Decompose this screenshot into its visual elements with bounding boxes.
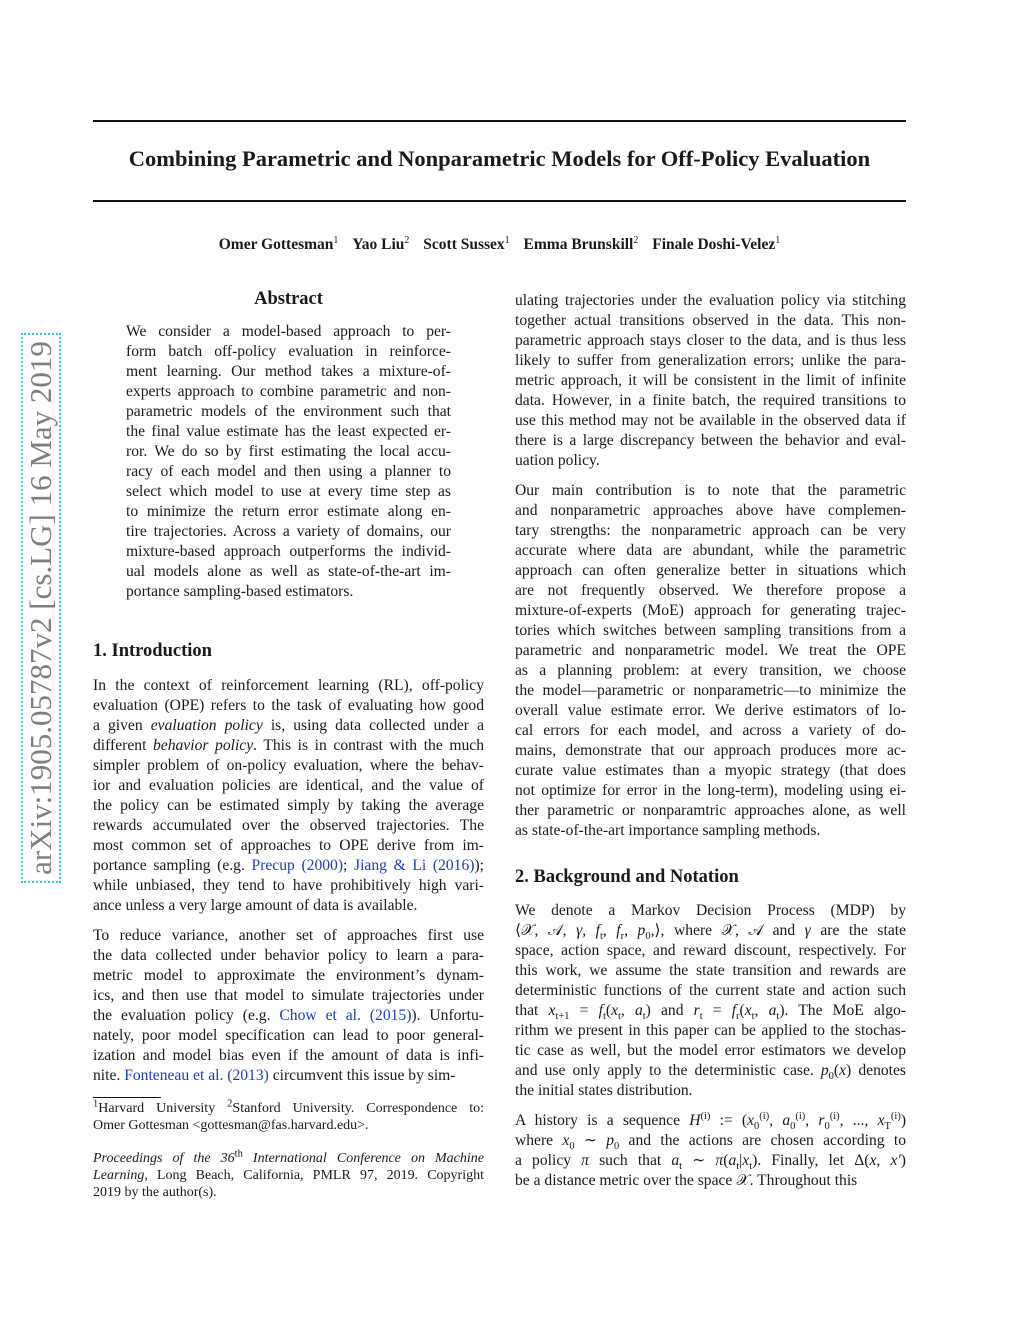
text-segment: x — [562, 1132, 570, 1149]
author-affiliation: 1 — [333, 234, 339, 246]
text-line: simpler problem of on-policy evaluation, where the behav- — [93, 757, 484, 774]
text-segment: γ, f — [576, 922, 600, 939]
text-segment: t — [617, 1011, 621, 1023]
text-line: together actual transitions observed in the data. This non- — [515, 312, 906, 329]
text-line: 2019 by the author(s). — [93, 1185, 217, 1200]
text-line: tary strengths: the nonparametric approach can be very — [515, 522, 906, 539]
text-line: data. However, in a finite batch, the required transitions to — [515, 392, 906, 409]
text-line: the initial states distribution. — [515, 1082, 693, 1099]
text-line — [93, 1066, 484, 1086]
text-segment: that — [515, 1002, 549, 1019]
author — [524, 236, 639, 253]
author-list — [93, 236, 906, 254]
text-segment: 0 — [569, 1141, 575, 1153]
text-segment: evaluation policy — [150, 717, 263, 734]
text-line: select which model to use at every time step as — [126, 483, 451, 500]
text-line: rithm we present in this paper can be applied to the stochas- — [515, 1022, 906, 1039]
text-line: space, action space, and reward discount, respectively. For — [515, 942, 906, 959]
author-name: Finale Doshi-Velez — [652, 236, 776, 253]
text-line: rewards accumulated over the observed trajectories. The — [93, 817, 484, 834]
title-rule-top — [93, 120, 906, 122]
citation-link[interactable]: Jiang & Li (2016) — [354, 857, 475, 874]
text-line — [93, 1150, 484, 1167]
text-line — [93, 716, 484, 736]
text-segment: a — [782, 1112, 791, 1129]
text-segment: is, using data collected under a — [262, 717, 484, 734]
text-segment: x, x′ — [869, 1152, 901, 1169]
text-line: use this method may not be available in the observed data if — [515, 412, 906, 429]
text-segment: t — [776, 1011, 780, 1023]
text-segment: different — [93, 737, 153, 754]
author — [352, 236, 409, 253]
text-segment: a — [768, 1002, 777, 1019]
paragraph — [515, 1111, 906, 1191]
text-line: this work, we assume the state transition and rewards are — [515, 962, 906, 979]
text-line: accurate where data are abundant, while the parametric — [515, 542, 906, 559]
author-name: Yao Liu — [352, 236, 405, 253]
text-line: tire trajectories. Across a variety of domains, our — [126, 523, 451, 540]
text-segment: and use only apply to the deterministic case. — [515, 1062, 821, 1079]
author-affiliation: 1 — [775, 234, 781, 246]
text-segment: International Conference on Machine — [242, 1151, 485, 1166]
text-segment: 0 — [754, 1121, 760, 1133]
text-segment: x — [611, 1002, 618, 1019]
footnote-rule — [93, 1097, 161, 1098]
text-segment: th — [234, 1148, 243, 1160]
text-line: metric approach, it will be consistent in the limit of infinite — [515, 372, 906, 389]
text-segment: a given — [93, 717, 151, 734]
text-segment: a — [671, 1152, 680, 1169]
text-line: form batch off-policy evaluation in reinforce- — [126, 343, 451, 360]
author — [423, 236, 509, 253]
text-line — [93, 1006, 484, 1026]
text-segment: γ — [804, 922, 811, 939]
text-segment: x — [744, 1002, 752, 1019]
text-segment: H — [689, 1112, 701, 1129]
text-line — [93, 1167, 484, 1184]
text-segment: x — [747, 1112, 755, 1129]
abstract-body — [126, 322, 451, 612]
paragraph — [126, 322, 451, 602]
text-segment: behavior policy — [153, 737, 254, 754]
text-segment: 2 — [227, 1098, 233, 1110]
text-segment: t — [736, 1161, 740, 1173]
text-line — [515, 1151, 906, 1171]
text-segment: (i) — [829, 1110, 840, 1122]
text-line: ther parametric or nonparamtric approaches alone, as well — [515, 802, 906, 819]
citation-link[interactable]: Precup (2000) — [251, 857, 344, 874]
text-segment: x — [839, 1062, 847, 1079]
text-segment: ). Finally, let Δ( — [752, 1152, 870, 1169]
text-segment: t — [749, 1161, 753, 1173]
paper-title: Combining Parametric and Nonparametric Models for Off-Policy Evaluation — [128, 146, 871, 171]
title-rule-bottom — [93, 200, 906, 202]
text-line: cal errors for each model, and across a variety of do- — [515, 722, 906, 739]
text-line: deterministic functions of the current state and action such — [515, 982, 906, 999]
text-line: be a distance metric over the space 𝒳. Throughout this — [515, 1172, 858, 1189]
text-segment: the evaluation policy (e.g. — [93, 1007, 280, 1024]
text-line: evaluation (OPE) refers to the task of evaluating how good — [93, 697, 484, 714]
text-segment: p — [606, 1132, 615, 1149]
text-segment: = — [569, 1002, 599, 1019]
introduction-body — [93, 676, 484, 1096]
text-segment: portance sampling (e.g. — [93, 857, 252, 874]
text-segment: where — [515, 1132, 563, 1149]
text-line: parametric and nonparametric model. We treat the OPE — [515, 642, 906, 659]
text-line: We consider a model-based approach to per- — [126, 323, 451, 340]
text-line: Omer Gottesman <gottesman@fas.harvard.edu>. — [93, 1118, 369, 1133]
author — [652, 236, 780, 253]
text-line: portance sampling-based estimators. — [126, 583, 354, 600]
text-segment: r — [693, 1002, 700, 1019]
text-segment: ); — [474, 857, 484, 874]
author-name: Omer Gottesman — [218, 236, 334, 253]
text-segment: x — [742, 1152, 750, 1169]
text-segment: ). The MoE algo- — [779, 1002, 906, 1019]
text-line — [93, 1100, 484, 1117]
text-segment: ) — [900, 1152, 906, 1169]
text-line: curate value estimates than a myopic strategy (that does — [515, 762, 906, 779]
arxiv-stamp: arXiv:1905.05787v2 [cs.LG] 16 May 2019 — [21, 333, 61, 883]
text-segment: ) denotes — [846, 1062, 906, 1079]
author — [219, 236, 339, 253]
text-segment: t — [602, 1011, 606, 1023]
text-segment: ( — [723, 1152, 729, 1169]
text-segment: ( — [605, 1002, 612, 1019]
text-line: ization and model bias even if the amount of data is infi- — [93, 1047, 484, 1064]
text-segment: 0 — [824, 1121, 830, 1133]
text-line: nately, poor model specification can lead to poor general- — [93, 1027, 484, 1044]
text-line: experts approach to combine parametric and non- — [126, 383, 451, 400]
text-line: likely to suffer from generalization errors; unlike the para- — [515, 352, 906, 369]
text-segment: = — [702, 1002, 732, 1019]
text-segment: , — [769, 1112, 783, 1129]
text-line: most common set of approaches to OPE derive from im- — [93, 837, 484, 854]
citation-link[interactable]: Fonteneau et al. (2013) — [124, 1067, 269, 1084]
text-line: ance unless a very large amount of data is available. — [93, 897, 418, 914]
author-name: Emma Brunskill — [523, 236, 634, 253]
text-line: parametric approach stays closer to the data, and is thus less — [515, 332, 906, 349]
text-line: ior and evaluation policies are identical, and the value of — [93, 777, 484, 794]
text-segment: Learning — [93, 1168, 145, 1183]
text-line: mixture-based approach outperforms the individ- — [126, 543, 451, 560]
text-segment: 0 — [645, 931, 651, 943]
text-line: racy of each model and then using a planner to — [126, 463, 451, 480]
text-line: tic case as well, but the model error estimators we develop — [515, 1042, 906, 1059]
abstract-heading: Abstract — [254, 289, 323, 309]
text-segment: ; — [343, 857, 355, 874]
text-segment: ∼ — [574, 1132, 607, 1149]
text-line: ics, and then use that model to simulate trajectories under — [93, 987, 484, 1004]
text-line: approach can often generalize better in situations which — [515, 562, 906, 579]
text-segment: t — [642, 1011, 646, 1023]
text-segment: 0 — [828, 1071, 834, 1083]
text-segment: 0 — [790, 1121, 796, 1133]
paragraph — [515, 291, 906, 471]
text-segment: , — [754, 1002, 769, 1019]
text-segment: a — [634, 1002, 643, 1019]
text-segment: ) and — [645, 1002, 694, 1019]
text-segment: := ( — [710, 1112, 748, 1129]
text-segment: (i) — [890, 1110, 901, 1122]
section-heading-background: 2. Background and Notation — [515, 867, 739, 887]
text-line: as state-of-the-art importance sampling methods. — [515, 822, 821, 839]
text-segment: Stanford University. Correspondence to: — [232, 1101, 485, 1116]
author-affiliation: 1 — [504, 234, 510, 246]
text-segment: r — [620, 931, 625, 943]
text-line — [515, 1111, 906, 1131]
text-line: ror. We do so by first estimating the local accu- — [126, 443, 451, 460]
text-segment: t — [679, 1161, 683, 1173]
text-segment: are the state — [810, 922, 907, 939]
text-line: are not frequently observed. We therefore propose a — [515, 582, 906, 599]
text-line: while unbiased, they tend to have prohibitively high vari- — [93, 877, 484, 894]
text-segment: p — [820, 1062, 829, 1079]
text-line: the model—parametric or nonparametric—to minimize the — [515, 682, 906, 699]
text-line: the data collected under behavior policy to learn a para- — [93, 947, 484, 964]
text-line — [515, 921, 906, 941]
text-segment: . This is in contrast with the much — [253, 737, 484, 754]
text-line: ulating trajectories under the evaluation policy via stitching — [515, 292, 906, 309]
text-segment: | — [739, 1152, 743, 1169]
text-line: and nonparametric approaches above have complemen- — [515, 502, 906, 519]
text-line: parametric models of the environment such that — [126, 403, 451, 420]
text-segment: , ..., — [839, 1112, 878, 1129]
text-segment: circumvent this issue by sim- — [268, 1067, 456, 1084]
paragraph — [93, 1100, 484, 1134]
text-line: mains, demonstrate that our approach produces more ac- — [515, 742, 906, 759]
text-segment: ). Unfortu- — [411, 1007, 484, 1024]
text-segment: x — [548, 1002, 556, 1019]
text-line: the final value estimate has the least expected er- — [126, 423, 451, 440]
text-segment: , f — [602, 922, 621, 939]
text-segment: Proceedings of the 36 — [93, 1151, 235, 1166]
text-segment: , p — [624, 922, 646, 939]
proceedings-note — [93, 1150, 484, 1211]
text-segment: a policy — [515, 1152, 582, 1169]
text-line — [515, 1061, 906, 1081]
text-line: We denote a Markov Decision Process (MDP) by — [515, 902, 906, 919]
text-segment: r — [818, 1112, 825, 1129]
author-name: Scott Sussex — [423, 236, 505, 253]
author-affiliation: 2 — [633, 234, 639, 246]
text-line: tories which switches between sampling transitions from a — [515, 622, 906, 639]
paragraph — [515, 481, 906, 841]
text-line: To reduce variance, another set of approaches first use — [93, 927, 484, 944]
text-segment: ∼ — [682, 1152, 716, 1169]
right-column-body — [515, 291, 906, 851]
text-segment: x — [877, 1112, 885, 1129]
text-segment: (i) — [700, 1110, 711, 1122]
text-line: uation policy. — [515, 452, 600, 469]
text-segment: a — [728, 1152, 737, 1169]
background-body — [515, 901, 906, 1201]
text-segment: f — [598, 1002, 603, 1019]
text-segment: ,⟩, where 𝒳, 𝒜 and — [650, 922, 805, 939]
text-segment: nite. — [93, 1067, 125, 1084]
text-line: Our main contribution is to note that the parametric — [515, 482, 906, 499]
footnote-affiliations — [93, 1100, 484, 1144]
text-line: to minimize the return error estimate along en- — [126, 503, 451, 520]
text-segment: 1 — [93, 1098, 99, 1110]
text-segment: f — [731, 1002, 737, 1019]
text-line — [515, 1001, 906, 1021]
paragraph — [93, 926, 484, 1086]
text-segment: r — [736, 1011, 740, 1023]
paragraph — [515, 901, 906, 1101]
paragraph — [93, 1150, 484, 1201]
text-line — [93, 856, 484, 876]
text-segment: T — [884, 1121, 891, 1133]
text-line: In the context of reinforcement learning (RL), off-policy — [93, 677, 484, 694]
text-segment: ) — [900, 1112, 907, 1129]
text-segment: (i) — [759, 1110, 770, 1122]
text-segment: such that — [588, 1152, 672, 1169]
text-line: ual models alone as well as state-of-the-art im- — [126, 563, 451, 580]
text-line: the policy can be estimated simply by taking the average — [93, 797, 484, 814]
text-segment: and the actions are chosen according to — [619, 1132, 906, 1149]
text-segment: , Long Beach, California, PMLR 97, 2019. Copyright — [144, 1168, 484, 1183]
text-segment: Harvard University — [98, 1101, 228, 1116]
text-line: mixture-of-experts (MoE) approach for generating trajec- — [515, 602, 906, 619]
text-segment: t+1 — [555, 1011, 570, 1023]
text-segment: A history is a sequence — [515, 1112, 690, 1129]
text-line: not optimize for error in the long-term), modeling using ei- — [515, 782, 906, 799]
text-line — [93, 736, 484, 756]
text-line — [515, 1131, 906, 1151]
citation-link[interactable]: Chow et al. (2015) — [279, 1007, 412, 1024]
text-segment: ⟨𝒳, 𝒜, — [515, 922, 577, 939]
text-segment: t — [599, 931, 603, 943]
text-segment: (i) — [795, 1110, 806, 1122]
text-line: metric model to approximate the environment’s dynam- — [93, 967, 484, 984]
text-segment: , — [805, 1112, 819, 1129]
paragraph — [93, 676, 484, 916]
section-heading-introduction: 1. Introduction — [93, 641, 212, 661]
text-segment: π — [581, 1152, 589, 1169]
text-segment: π — [715, 1152, 724, 1169]
text-line: overall value estimate error. We derive estimators of lo- — [515, 702, 906, 719]
text-segment: ( — [833, 1062, 840, 1079]
text-segment: t — [751, 1011, 755, 1023]
text-line: there is a large discrepancy between the behavior and eval- — [515, 432, 906, 449]
text-segment: ( — [739, 1002, 745, 1019]
text-segment: t — [699, 1011, 703, 1023]
text-segment: , — [620, 1002, 635, 1019]
author-affiliation: 2 — [404, 234, 410, 246]
text-line: as a planning problem: at every transition, we choose — [515, 662, 906, 679]
text-line: ment learning. Our method takes a mixture-of- — [126, 363, 451, 380]
text-segment: 0 — [614, 1141, 620, 1153]
